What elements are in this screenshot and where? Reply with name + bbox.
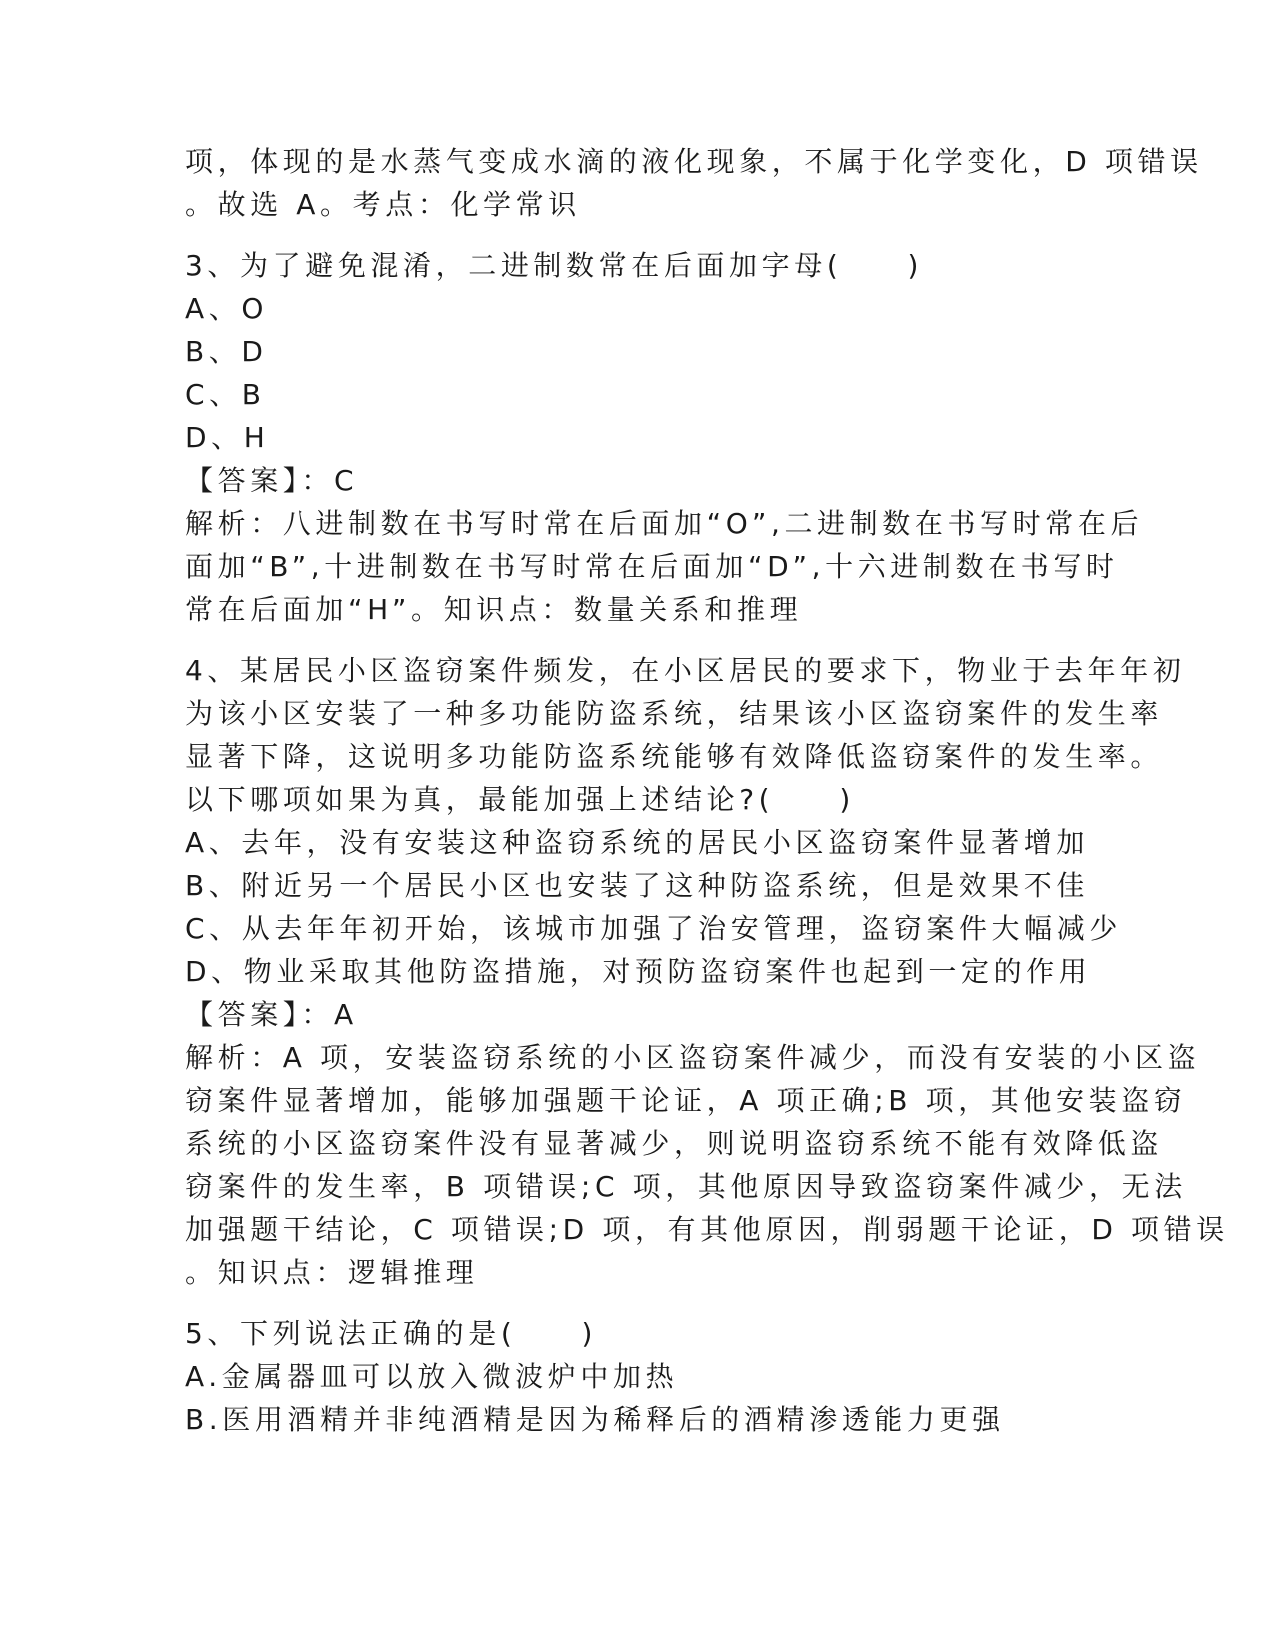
question-text: 为该小区安装了一种多功能防盗系统，结果该小区盗窃案件的发生率 [185,697,1164,730]
option-d: D、物业采取其他防盗措施，对预防盗窃案件也起到一定的作用 [185,955,1092,988]
question-3 [185,244,1144,631]
question-text: 以下哪项如果为真，最能加强上述结论?( ) [185,783,855,816]
analysis-line: 。知识点：逻辑推理 [185,1256,479,1289]
question-text: 5、下列说法正确的是( ) [185,1317,598,1350]
option-c: C、从去年年初开始，该城市加强了治安管理，盗窃案件大幅减少 [185,912,1122,945]
text-line: 项，体现的是水蒸气变成水滴的液化现象，不属于化学变化，D 项错误 [185,145,1203,178]
question-text: 4、某居民小区盗窃案件频发，在小区居民的要求下，物业于去年年初 [185,654,1186,687]
text-line: 。故选 A。考点：化学常识 [185,188,581,221]
option-a: A、去年，没有安装这种盗窃系统的居民小区盗窃案件显著增加 [185,826,1089,859]
option-b: B、附近另一个居民小区也安装了这种防盗系统，但是效果不佳 [185,869,1090,902]
analysis-line: 解析：A 项，安装盗窃系统的小区盗窃案件减少，而没有安装的小区盗 [185,1041,1201,1074]
analysis-line: 常在后面加“H”。知识点：数量关系和推理 [185,593,803,626]
option-d: D、H [185,421,270,454]
question-5 [185,1312,1090,1441]
option-c: C、B [185,378,266,411]
analysis-line: 面加“B”,十进制数在书写时常在后面加“D”,十六进制数在书写时 [185,550,1119,583]
question-text: 显著下降，这说明多功能防盗系统能够有效降低盗窃案件的发生率。 [185,740,1164,773]
option-b: B.医用酒精并非纯酒精是因为稀释后的酒精渗透能力更强 [185,1403,1005,1436]
analysis-line: 窃案件显著增加，能够加强题干论证，A 项正确;B 项，其他安装盗窃 [185,1084,1187,1117]
analysis-line: 系统的小区盗窃案件没有显著减少，则说明盗窃系统不能有效降低盗 [185,1127,1164,1160]
analysis-line: 加强题干结论，C 项错误;D 项，有其他原因，削弱题干论证，D 项错误 [185,1213,1229,1246]
analysis-line: 解析：八进制数在书写时常在后面加“O”,二进制数在书写时常在后 [185,507,1144,540]
analysis-line: 窃案件的发生率，B 项错误;C 项，其他原因导致盗窃案件减少，无法 [185,1170,1187,1203]
option-b: B、D [185,335,268,368]
question-text: 3、为了避免混淆，二进制数常在后面加字母( ) [185,249,924,282]
q2-explanation-tail [185,140,1203,226]
option-a: A、O [185,292,268,325]
answer: 【答案】：C [185,464,359,497]
option-a: A.金属器皿可以放入微波炉中加热 [185,1360,679,1393]
document-page [185,140,1229,1441]
question-4 [185,649,1229,1294]
answer: 【答案】：A [185,998,358,1031]
